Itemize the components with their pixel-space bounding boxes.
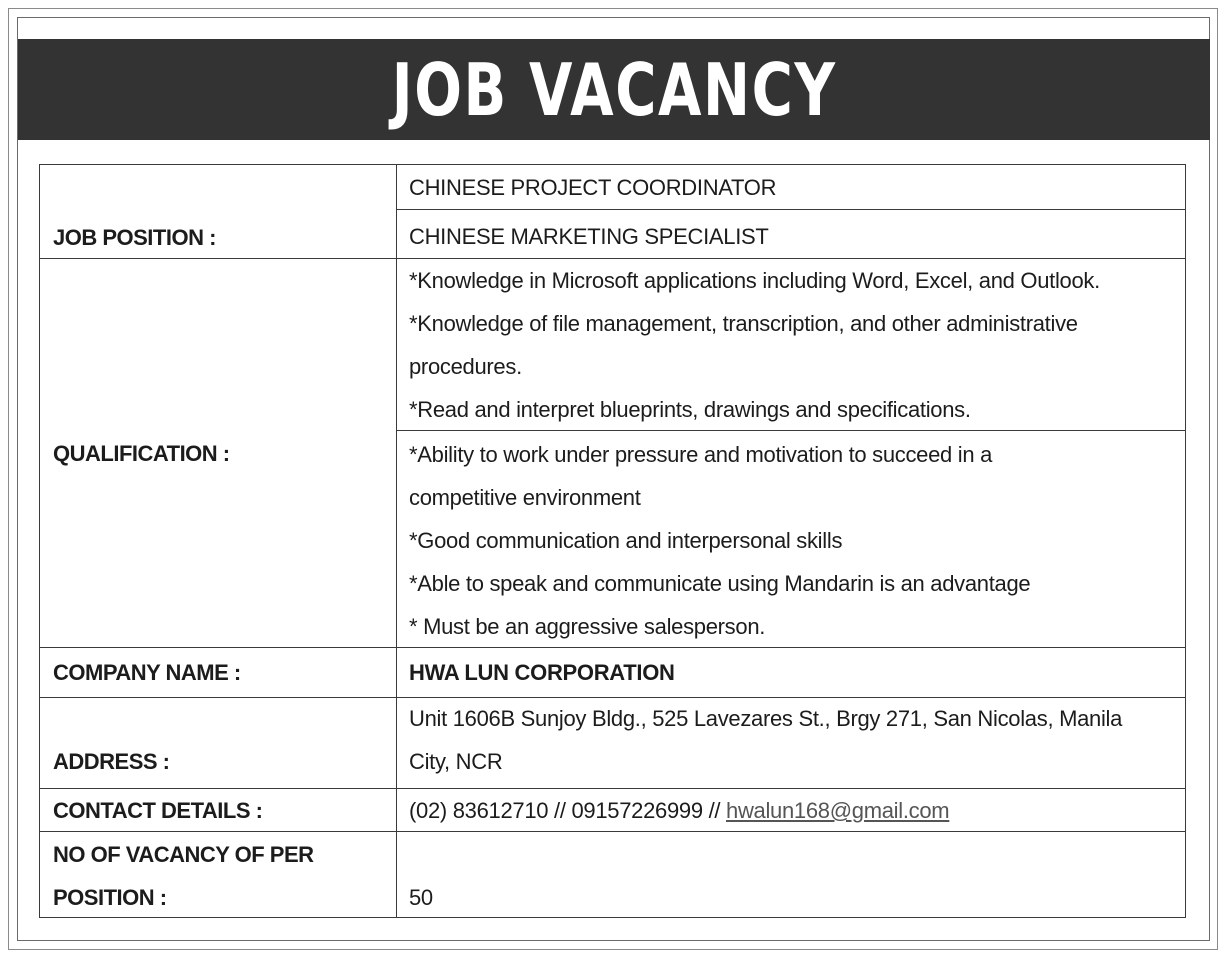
job-position-label: JOB POSITION : [53,225,216,250]
qualification-line: *Ability to work under pressure and motivation to succeed in a [409,442,993,467]
company-name-label: COMPANY NAME : [53,660,241,685]
contact-details-label: CONTACT DETAILS : [53,798,263,823]
address-label: ADDRESS : [53,749,170,774]
page-title: JOB VACANCY [391,47,837,132]
vacancy-label-line: NO OF VACANCY OF PER [53,842,314,867]
qualification-group-2 [409,433,1030,648]
vacancy-table [39,164,1186,918]
job-position-1: CHINESE PROJECT COORDINATOR [409,175,777,200]
contact-details-value [409,789,949,832]
qualification-line: procedures. [409,354,522,379]
address-line: Unit 1606B Sunjoy Bldg., 525 Lavezares St., Brgy 271, San Nicolas, Manila [409,706,1123,731]
vacancy-count-value: 50 [409,885,433,910]
qualification-line: *Knowledge in Microsoft applications including Word, Excel, and Outlook. [409,268,1100,293]
email-link[interactable]: hwalun168@gmail.com [726,798,950,823]
qualification-line: *Read and interpret blueprints, drawings and specifications. [409,397,971,422]
qualification-line: *Knowledge of file management, transcription, and other administrative [409,311,1078,336]
company-name-value: HWA LUN CORPORATION [409,660,675,685]
vacancy-label-line: POSITION : [53,885,167,910]
address-line: City, NCR [409,749,503,774]
qualification-line: *Able to speak and communicate using Mandarin is an advantage [409,571,1031,596]
column-divider [396,165,397,917]
phone-numbers: (02) 83612710 // 09157226999 // [409,798,727,823]
address-value [409,697,1122,783]
vacancy-count-label [53,833,314,919]
job-position-2: CHINESE MARKETING SPECIALIST [409,224,769,249]
qualification-line: competitive environment [409,485,641,510]
title-banner [18,39,1210,140]
qualification-line: *Good communication and interpersonal skills [409,528,843,553]
row-divider [396,209,1186,210]
qualification-label: QUALIFICATION : [53,441,230,466]
qualification-line: * Must be an aggressive salesperson. [409,614,766,639]
qualification-group-1 [409,259,1100,431]
